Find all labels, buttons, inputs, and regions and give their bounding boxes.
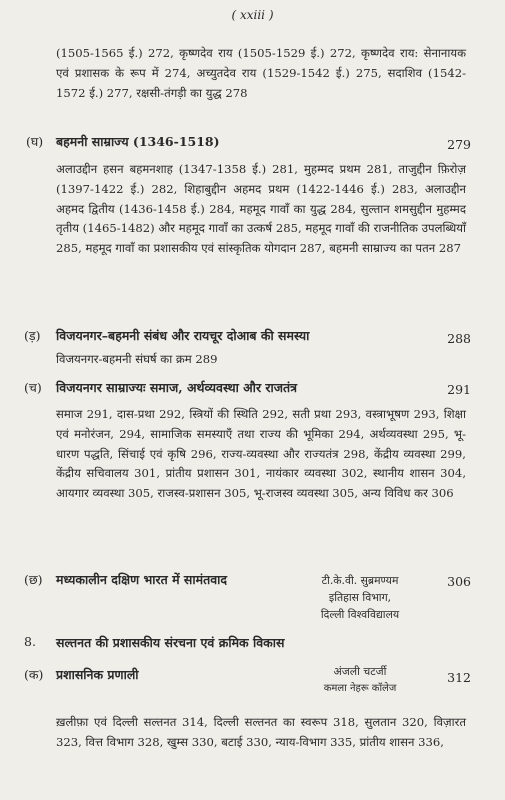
section-body: समाज 291, दास-प्रथा 292, स्त्रियों की स्थिति 292, सती प्रथा 293, वस्त्राभूषण 293, शिक्षा एवं मनोरंजन, 294, सामाजिक समस्याएँ तथा राज्य की भूमिका 294, अर्थव्यवस्था 295, भू-धारण पद्धति, सिंचाई एवं कृषि 296, राज्य-व्यवस्था और राज्यतंत्र 298, केंद्रीय व्यवस्था 299, केंद्रीय सचिवालय 301, प्रांतीय प्रशासन 301, नायंकार व्यवस्था 302, स्थानीय शासन 304, आयगार व्यवस्था 305, राजस्व-प्रशासन 305, भू-राजस्व व्यवस्था 305, अन्य विविध कर 306 [56, 407, 466, 501]
section-page-number: 312 [447, 670, 471, 685]
author-department: इतिहास विभाग, [328, 591, 392, 604]
section-label: (ड़) [24, 328, 41, 343]
section-body: विजयनगर-बहमनी संघर्ष का क्रम 289 [56, 352, 218, 366]
section-body: ख़लीफ़ा एवं दिल्ली सल्तनत 314, दिल्ली सल्तनत का स्वरूप 318, सुलतान 320, विज़ारत 323, वित्त विभाग 328, खुम्स 330, बटाई 330, न्याय-विभाग 335, प्रांतीय शासन 336, [56, 715, 466, 749]
section-page-number: 306 [447, 574, 471, 589]
section-title: विजयनगर–बहमनी संबंध और रायचूर दोआब की समस्या [56, 328, 310, 343]
section-label: (छ) [24, 572, 43, 587]
page-number: ( xxiii ) [231, 8, 274, 22]
section-body: अलाउद्दीन हसन बहमनशाह (1347-1358 ई.) 281, मुहम्मद प्रथम 281, ताजुद्दीन फ़िरोज़ (1397-1422 ई.) 282, शिहाबुद्दीन अहमद प्रथम (1422-1446 ई.) 283, अलाउद्दीन अहमद द्वितीय (1436-1458 ई.) 284, महमूद गावाँ का युद्ध 284, सुल्तान शमसुद्दीन मुहम्मद तृतीय (1465-1482) और महमूद गावाँ का उत्कर्ष 285, महमूद गावाँ की राजनीतिक उपलब्धियाँ 285, महमूद गावाँ का प्रशासकीय एवं सांस्कृतिक योगदान 287, बहमनी साम्राज्य का पतन 287 [56, 162, 466, 256]
section-label: (घ) [26, 134, 44, 149]
author-name: टी.के.वी. सुब्रमण्यम [321, 574, 399, 587]
author-name: अंजली चटर्जी [333, 665, 387, 678]
section-title: प्रशासनिक प्रणाली [56, 667, 139, 682]
intro-paragraph: (1505-1565 ई.) 272, कृष्णदेव राय (1505-1529 ई.) 272, कृष्णदेव राय: सेनानायक एवं प्रशासक के रूप में 274, अच्युतदेव राय (1529-1542 ई.) 275, सदाशिव (1542-1572 ई.) 277, रक्षसी-तंगड़ी का युद्ध 278 [56, 46, 466, 100]
section-page-number: 288 [447, 331, 471, 346]
author-block [300, 572, 420, 623]
chapter-title: सल्तनत की प्रशासकीय संरचना एवं क्रमिक विकास [56, 635, 285, 650]
author-institution: कमला नेहरू कॉलेज [323, 683, 397, 694]
section-title: मध्यकालीन दक्षिण भारत में सामंतवाद [56, 572, 228, 587]
section-label: (क) [24, 667, 44, 682]
section-label: (च) [24, 380, 42, 395]
section-title: विजयनगर साम्राज्यः समाज, अर्थव्यवस्था और राजतंत्र [56, 380, 298, 395]
section-page-number: 279 [447, 137, 471, 152]
section-page-number: 291 [447, 382, 471, 397]
author-block [305, 663, 415, 697]
author-institution: दिल्ली विश्वविद्यालय [320, 608, 400, 621]
section-title: बहमनी साम्राज्य (1346-1518) [56, 134, 220, 149]
chapter-number: 8. [24, 634, 36, 649]
